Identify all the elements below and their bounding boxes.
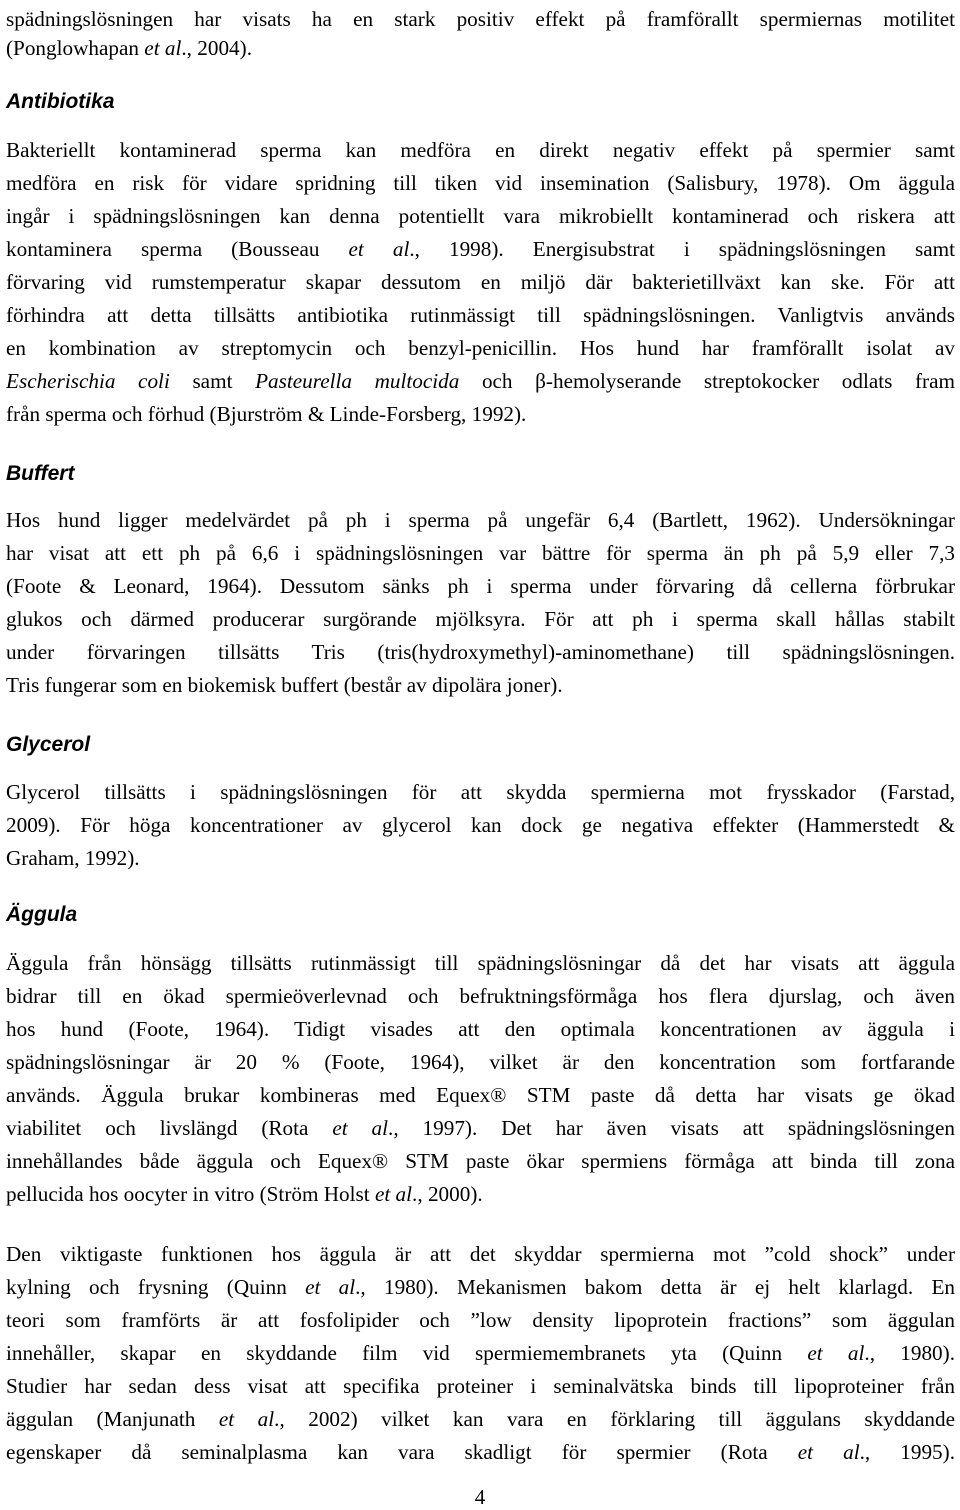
antibiotika-line-2: medföra en risk för vidare spridning till tiken vid insemination (Salisbury, 1978). Om äggula [6,171,955,195]
text-segment: ., 2000). [412,1182,483,1206]
buffert-line-5: under förvaringen tillsätts Tris (tris(hydroxymethyl)-aminomethane) till spädningslösningen. [6,640,955,664]
text-segment: ., 1997). Det har även visats att spädningslösningen [388,1116,955,1140]
text-segment: samt [169,369,256,393]
aggula2-line-6 [6,1406,955,1432]
intro-line-1: spädningslösningen har visats ha en stark positiv effekt på framförallt spermiernas motilitet [6,7,955,31]
text-segment: innehåller, skapar en skyddande film vid spermiemembranets yta (Quinn [6,1341,808,1365]
text-segment: ., 2004). [181,36,252,60]
text-segment: viabilitet och livslängd (Rota [6,1116,333,1140]
antibiotika-line-5: förvaring vid rumstemperatur skapar dessutom en miljö där bakterietillväxt kan ske. För att [6,270,955,294]
aggula-line-8 [6,1181,955,1207]
buffert-line-1: Hos hund ligger medelvärdet på ph i sperma på ungefär 6,4 (Bartlett, 1962). Undersökningar [6,508,955,532]
aggula-line-1: Äggula från hönsägg tillsätts rutinmässigt till spädningslösningar då det har visats att äggula [6,951,955,975]
text-segment: och β-hemolyserande streptokocker odlats fram [459,369,955,393]
italic-segment: et al [218,1407,275,1431]
aggula-line-7: innehållandes både äggula och Equex® STM paste ökar spermiens förmåga att binda till zona [6,1149,955,1173]
aggula-line-4: spädningslösningar är 20 % (Foote, 1964), vilket är den koncentration som fortfarande [6,1050,955,1074]
aggula-line-5: används. Äggula brukar kombineras med Equex® STM paste då detta har visats ge ökad [6,1083,955,1107]
page-number: 4 [474,1485,486,1509]
antibiotika-line-7: en kombination av streptomycin och benzyl-penicillin. Hos hund har framförallt isolat av [6,336,955,360]
aggula-line-2: bidrar till en ökad spermieöverlevnad och befruktningsförmåga hos flera djurslag, och även [6,984,955,1008]
glycerol-line-2: 2009). För höga koncentrationer av glycerol kan dock ge negativa effekter (Hammerstedt & [6,813,955,837]
italic-segment: et al [807,1341,865,1365]
aggula-line-6 [6,1115,955,1141]
antibiotika-line-9: från sperma och förhud (Bjurström & Linde-Forsberg, 1992). [6,402,527,426]
text-segment: (Ponglowhapan [6,36,145,60]
aggula2-line-3: teori som framförts är att fosfolipider och ”low density lipoprotein fractions” som äggulan [6,1308,955,1332]
aggula-line-3: hos hund (Foote, 1964). Tidigt visades att den optimala koncentrationen av äggula i [6,1017,955,1041]
text-segment: ., 2002) vilket kan vara en förklaring till äggulans skyddande [274,1407,955,1431]
text-segment: pellucida hos oocyter in vitro (Ström Holst [6,1182,375,1206]
text-segment: ., 1980). [864,1341,955,1365]
text-segment: ., 1995). [859,1440,955,1464]
antibiotika-line-8 [6,368,955,394]
aggula2-line-7 [6,1439,955,1465]
text-segment: äggulan (Manjunath [6,1407,219,1431]
italic-segment: et al [305,1275,356,1299]
heading-antibiotika: Antibiotika [6,90,115,113]
italic-segment: et al [348,237,410,261]
italic-segment: et al [332,1116,389,1140]
aggula2-line-4 [6,1340,955,1366]
buffert-line-6: Tris fungerar som en biokemisk buffert (består av dipolära joner). [6,673,563,697]
antibiotika-line-4 [6,236,955,262]
italic-segment: et al [144,36,182,60]
aggula2-line-1: Den viktigaste funktionen hos äggula är att det skyddar spermierna mot ”cold shock” under [6,1242,955,1266]
heading-aggula: Äggula [6,903,78,926]
italic-segment: et al [374,1182,413,1206]
text-segment: egenskaper då seminalplasma kan vara skadligt för spermier (Rota [6,1440,798,1464]
antibiotika-line-1: Bakteriellt kontaminerad sperma kan medföra en direkt negativ effekt på spermier samt [6,138,955,162]
aggula2-line-2 [6,1274,955,1300]
aggula2-line-5: Studier har sedan dess visat att specifika proteiner i seminalvätska binds till lipoproteiner från [6,1374,955,1398]
italic-segment: Escherischia coli [6,369,170,393]
text-segment: ., 1980). Mekanismen bakom detta är ej helt klarlagd. En [355,1275,955,1299]
heading-glycerol: Glycerol [6,733,91,756]
heading-buffert: Buffert [6,462,75,485]
antibiotika-line-6: förhindra att detta tillsätts antibiotika rutinmässigt till spädningslösningen. Vanligtvis används [6,303,955,327]
italic-segment: Pasteurella multocida [255,369,460,393]
glycerol-line-1: Glycerol tillsätts i spädningslösningen för att skydda spermierna mot frysskador (Farstad, [6,780,955,804]
text-segment: ., 1998). Energisubstrat i spädningslösningen samt [409,237,955,261]
italic-segment: et al [797,1440,860,1464]
glycerol-line-3: Graham, 1992). [6,846,140,870]
antibiotika-line-3: ingår i spädningslösningen kan denna potentiellt vara mikrobiellt kontaminerad och riskera att [6,204,955,228]
intro-line-2 [6,35,955,61]
text-segment: kontaminera sperma (Bousseau [6,237,349,261]
buffert-line-3: (Foote & Leonard, 1964). Dessutom sänks ph i sperma under förvaring då cellerna förbrukar [6,574,955,598]
buffert-line-4: glukos och därmed producerar surgörande mjölksyra. För att ph i sperma skall hållas stabilt [6,607,955,631]
buffert-line-2: har visat att ett ph på 6,6 i spädningslösningen var bättre för sperma än ph på 5,9 eller 7,3 [6,541,955,565]
text-segment: kylning och frysning (Quinn [6,1275,306,1299]
